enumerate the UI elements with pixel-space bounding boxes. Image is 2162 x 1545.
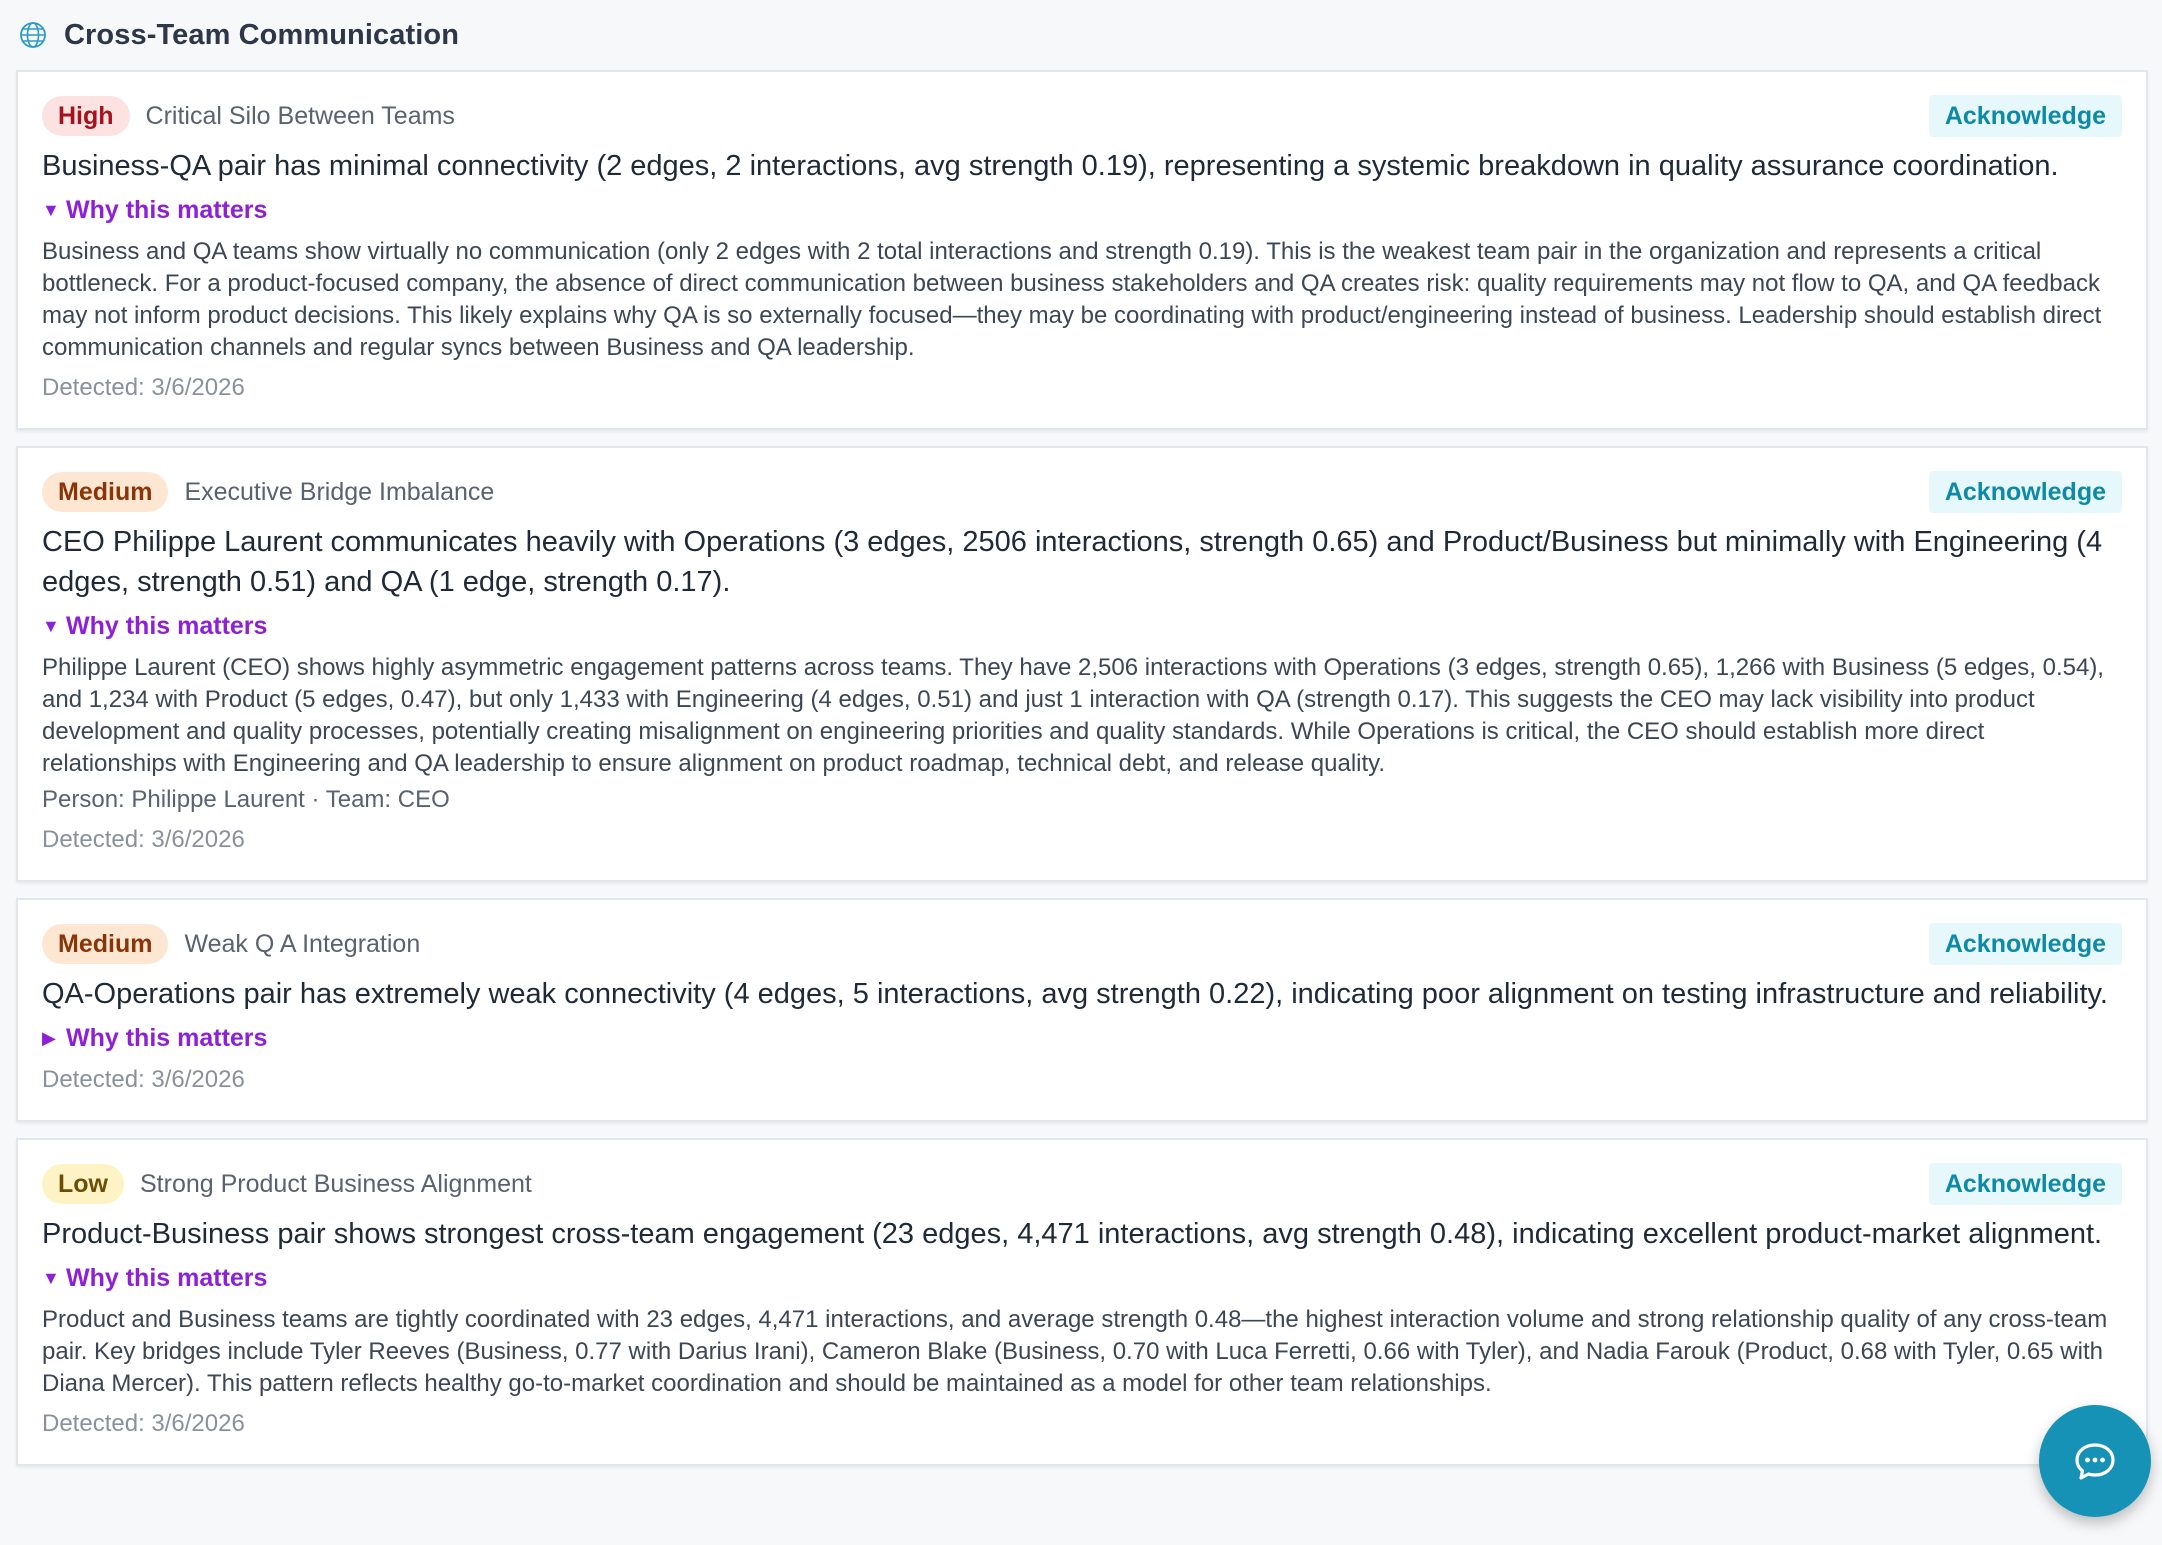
caret-down-icon: ▼ (42, 615, 60, 636)
insight-summary: QA-Operations pair has extremely weak connectivity (4 edges, 5 interactions, avg strength 0.22), indicating poor alignment on testing infrastructure and reliability. (42, 978, 2108, 1010)
card-header (42, 94, 2122, 138)
detected-date: Detected: 3/6/2026 (42, 1066, 245, 1093)
insight-card (16, 70, 2148, 430)
acknowledge-button[interactable]: Acknowledge (1929, 95, 2122, 137)
why-label: Why this matters (66, 1023, 268, 1052)
why-this-matters-toggle[interactable] (42, 608, 2122, 644)
caret-down-icon: ▼ (42, 1267, 60, 1288)
detected-date: Detected: 3/6/2026 (42, 826, 245, 853)
insight-detail: Philippe Laurent (CEO) shows highly asymmetric engagement patterns across teams. They have 2,506 interactions with Operations (3 edges, strength 0.65), 1,266 with Business (5 edges, 0.54), and 1,234 with Product (5 edges, 0.47), but only 1,433 with Engineering (4 edges, 0.51) and just 1 interaction with QA (strength 0.17). This suggests the CEO may lack visibility into product development and quality processes, potentially creating misalignment on engineering priorities and quality standards. While Operations is critical, the CEO should establish more direct relationships with Engineering and QA leadership to ensure alignment on product roadmap, technical debt, and release quality. (42, 654, 2104, 777)
acknowledge-button[interactable]: Acknowledge (1929, 1163, 2122, 1205)
insight-type: Critical Silo Between Teams (145, 101, 455, 130)
insight-detail: Product and Business teams are tightly coordinated with 23 edges, 4,471 interactions, and average strength 0.48—the highest interaction volume and strong relationship quality of any cross-team pair. Key bridges include Tyler Reeves (Business, 0.77 with Darius Irani), Cameron Blake (Business, 0.70 with Luca Ferretti, 0.66 with Tyler), and Nadia Farouk (Product, 0.68 with Tyler, 0.65 with Diana Mercer). This pattern reflects healthy go-to-market coordination and should be maintained as a model for other team relationships. (42, 1306, 2108, 1397)
severity-badge: High (42, 96, 130, 136)
why-label: Why this matters (66, 611, 268, 640)
insight-type: Weak Q A Integration (184, 929, 421, 958)
detected-date: Detected: 3/6/2026 (42, 374, 245, 401)
caret-right-icon: ▶ (42, 1027, 56, 1048)
person-team-meta: Person: Philippe Laurent · Team: CEO (42, 786, 450, 813)
insight-type: Strong Product Business Alignment (140, 1169, 532, 1198)
caret-down-icon: ▼ (42, 199, 60, 220)
card-header (42, 470, 2122, 514)
insight-detail: Business and QA teams show virtually no communication (only 2 edges with 2 total interactions and strength 0.19). This is the weakest team pair in the organization and represents a critical bottleneck. For a product-focused company, the absence of direct communication between business stakeholders and QA creates risk: quality requirements may not flow to QA, and QA feedback may not inform product decisions. This likely explains why QA is so externally focused—they may be coordinating with product/engineering instead of business. Leadership should establish direct communication channels and regular syncs between Business and QA leadership. (42, 238, 2102, 361)
card-header (42, 1162, 2122, 1206)
globe-icon (18, 20, 48, 50)
why-label: Why this matters (66, 195, 268, 224)
detected-date: Detected: 3/6/2026 (42, 1410, 245, 1437)
section-title: Cross-Team Communication (64, 18, 460, 51)
acknowledge-button[interactable]: Acknowledge (1929, 923, 2122, 965)
why-label: Why this matters (66, 1263, 268, 1292)
insight-card (16, 898, 2148, 1122)
insight-card (16, 446, 2148, 882)
chat-button[interactable] (2039, 1405, 2151, 1517)
acknowledge-button[interactable]: Acknowledge (1929, 471, 2122, 513)
insight-summary: Business-QA pair has minimal connectivity (2 edges, 2 interactions, avg strength 0.19), representing a systemic breakdown in quality assurance coordination. (42, 150, 2059, 182)
severity-badge: Low (42, 1164, 124, 1204)
card-header (42, 922, 2122, 966)
severity-badge: Medium (42, 472, 168, 512)
why-this-matters-toggle[interactable] (42, 1020, 2122, 1056)
section-header (16, 0, 2148, 70)
insight-summary: CEO Philippe Laurent communicates heavily with Operations (3 edges, 2506 interactions, strength 0.65) and Product/Business but minimally with Engineering (4 edges, strength 0.51) and QA (1 edge, strength 0.17). (42, 526, 2103, 598)
insight-summary: Product-Business pair shows strongest cross-team engagement (23 edges, 4,471 interactions, avg strength 0.48), indicating excellent product-market alignment. (42, 1218, 2103, 1250)
insight-type: Executive Bridge Imbalance (184, 477, 495, 506)
chat-bubble-icon (2071, 1437, 2119, 1485)
why-this-matters-toggle[interactable] (42, 192, 2122, 228)
insight-card (16, 1138, 2148, 1466)
why-this-matters-toggle[interactable] (42, 1260, 2122, 1296)
severity-badge: Medium (42, 924, 168, 964)
